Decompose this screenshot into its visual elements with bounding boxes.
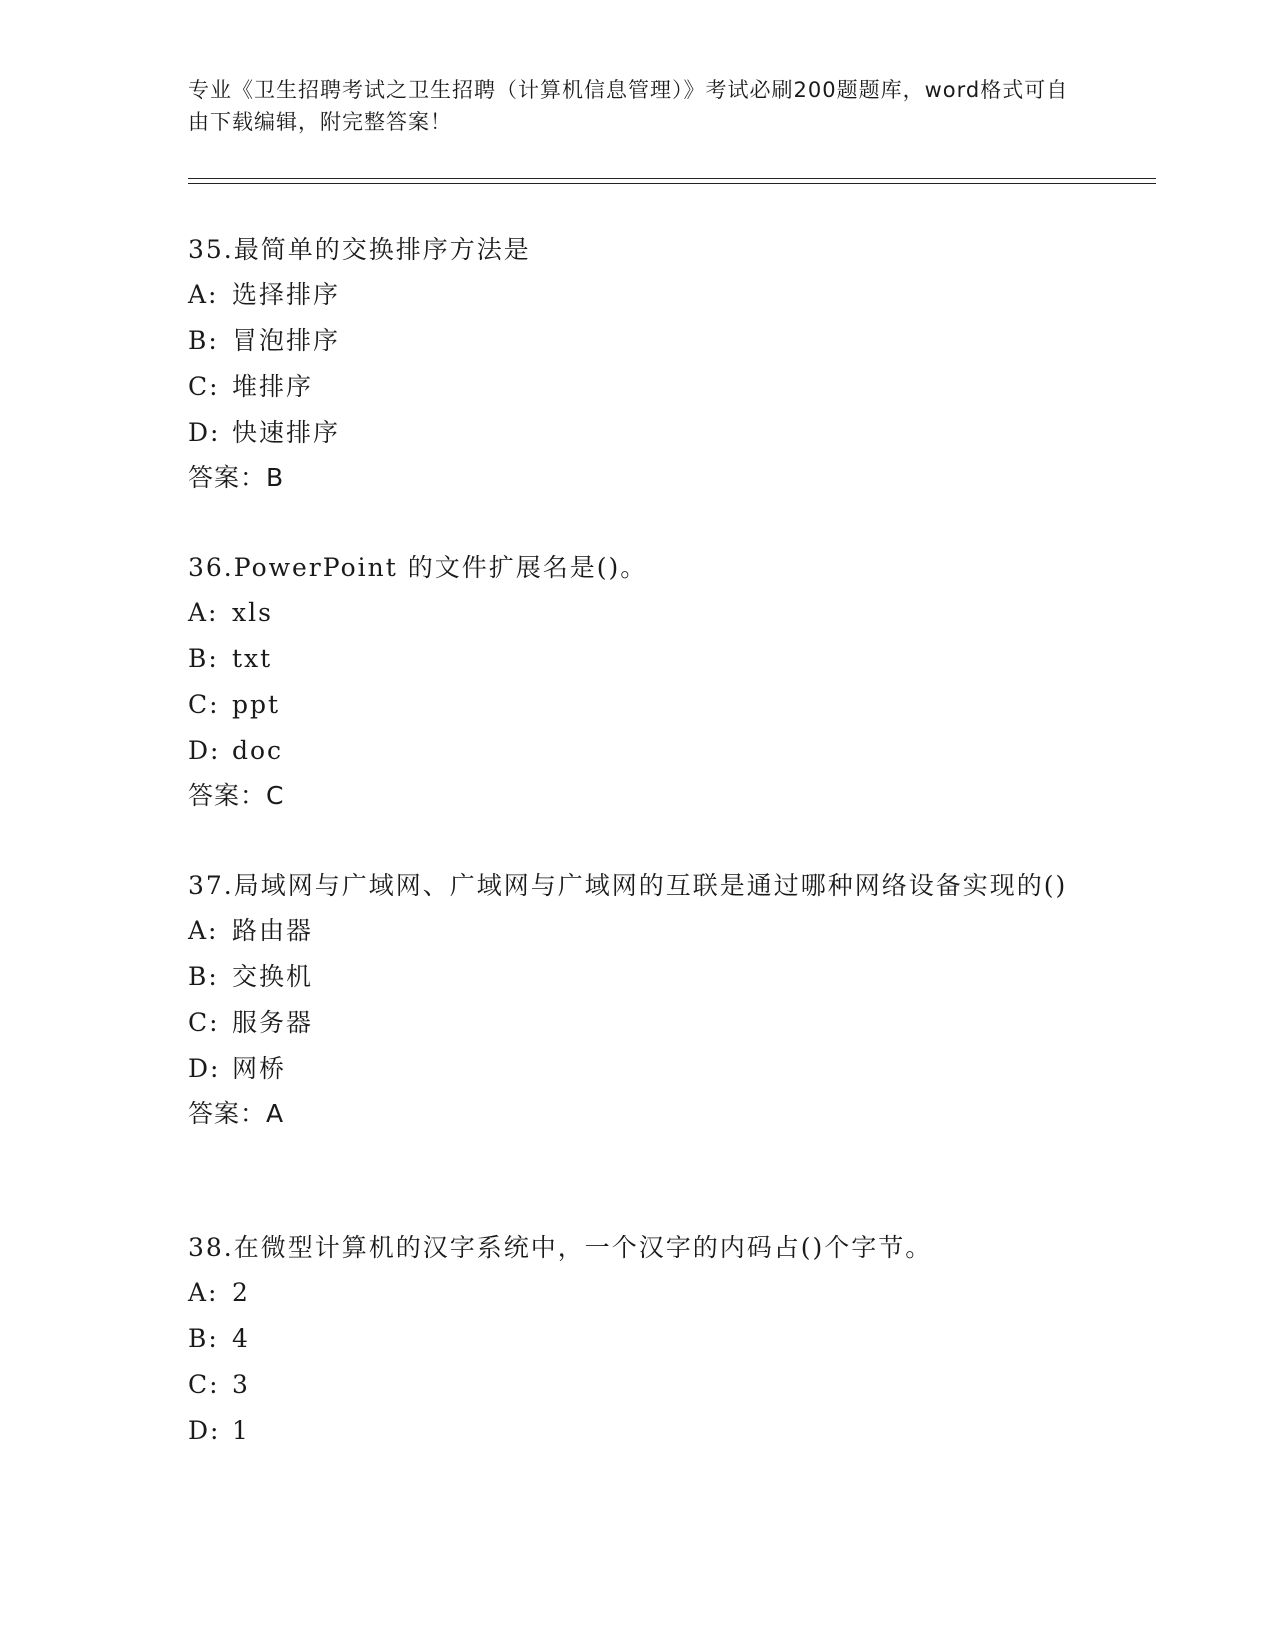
option-text: 4 xyxy=(232,1324,250,1353)
option-a xyxy=(188,272,1088,318)
option-b xyxy=(188,636,1088,682)
option-text: 选择排序 xyxy=(232,280,341,309)
question-stem: 35.最简单的交换排序方法是 xyxy=(188,235,531,264)
option-d xyxy=(188,1046,1088,1092)
option-d xyxy=(188,728,1088,774)
option-key: D: xyxy=(188,1054,221,1083)
option-text: doc xyxy=(232,736,284,765)
option-text: 冒泡排序 xyxy=(232,326,341,355)
option-c xyxy=(188,682,1088,728)
option-key: D: xyxy=(188,418,221,447)
option-text: 1 xyxy=(232,1416,250,1445)
option-key: D: xyxy=(188,1416,221,1445)
answer-line: 答案：A xyxy=(188,1099,285,1128)
question-37 xyxy=(188,864,1088,1136)
option-c xyxy=(188,364,1088,410)
answer-line: 答案：C xyxy=(188,781,285,810)
option-text: 路由器 xyxy=(232,916,314,945)
option-key: C: xyxy=(188,372,220,401)
question-38 xyxy=(188,1226,1088,1454)
option-b xyxy=(188,954,1088,1000)
option-text: 网桥 xyxy=(232,1054,287,1083)
option-text: txt xyxy=(232,644,273,673)
option-text: 2 xyxy=(232,1278,250,1307)
option-a xyxy=(188,908,1088,954)
option-d xyxy=(188,410,1088,456)
option-a xyxy=(188,1270,1088,1316)
question-stem: 37.局域网与广域网、广域网与广域网的互联是通过哪种网络设备实现的() xyxy=(188,871,1068,900)
option-key: C: xyxy=(188,690,220,719)
question-36 xyxy=(188,546,1088,818)
option-b xyxy=(188,318,1088,364)
question-stem: 36.PowerPoint 的文件扩展名是()。 xyxy=(188,553,648,582)
option-key: C: xyxy=(188,1370,220,1399)
answer-line: 答案：B xyxy=(188,463,285,492)
header-double-rule xyxy=(188,178,1156,184)
option-key: A: xyxy=(188,280,219,309)
option-b xyxy=(188,1316,1088,1362)
option-text: 3 xyxy=(232,1370,250,1399)
option-text: 快速排序 xyxy=(232,418,341,447)
option-key: D: xyxy=(188,736,221,765)
option-text: 堆排序 xyxy=(232,372,314,401)
option-text: 交换机 xyxy=(232,962,314,991)
document-header: 专业《卫生招聘考试之卫生招聘（计算机信息管理）》考试必刷200题题库，word格式可自由下载编辑，附完整答案！ xyxy=(188,78,1069,134)
option-key: C: xyxy=(188,1008,220,1037)
option-key: A: xyxy=(188,916,219,945)
question-35 xyxy=(188,228,1088,500)
option-key: B: xyxy=(188,1324,219,1353)
option-c xyxy=(188,1362,1088,1408)
option-key: A: xyxy=(188,598,219,627)
option-key: B: xyxy=(188,644,219,673)
option-c xyxy=(188,1000,1088,1046)
question-stem: 38.在微型计算机的汉字系统中，一个汉字的内码占()个字节。 xyxy=(188,1233,933,1262)
option-a xyxy=(188,590,1088,636)
option-key: B: xyxy=(188,962,219,991)
option-key: B: xyxy=(188,326,219,355)
option-text: ppt xyxy=(232,690,281,719)
option-text: 服务器 xyxy=(232,1008,314,1037)
option-d xyxy=(188,1408,1088,1454)
option-text: xls xyxy=(232,598,273,627)
option-key: A: xyxy=(188,1278,219,1307)
